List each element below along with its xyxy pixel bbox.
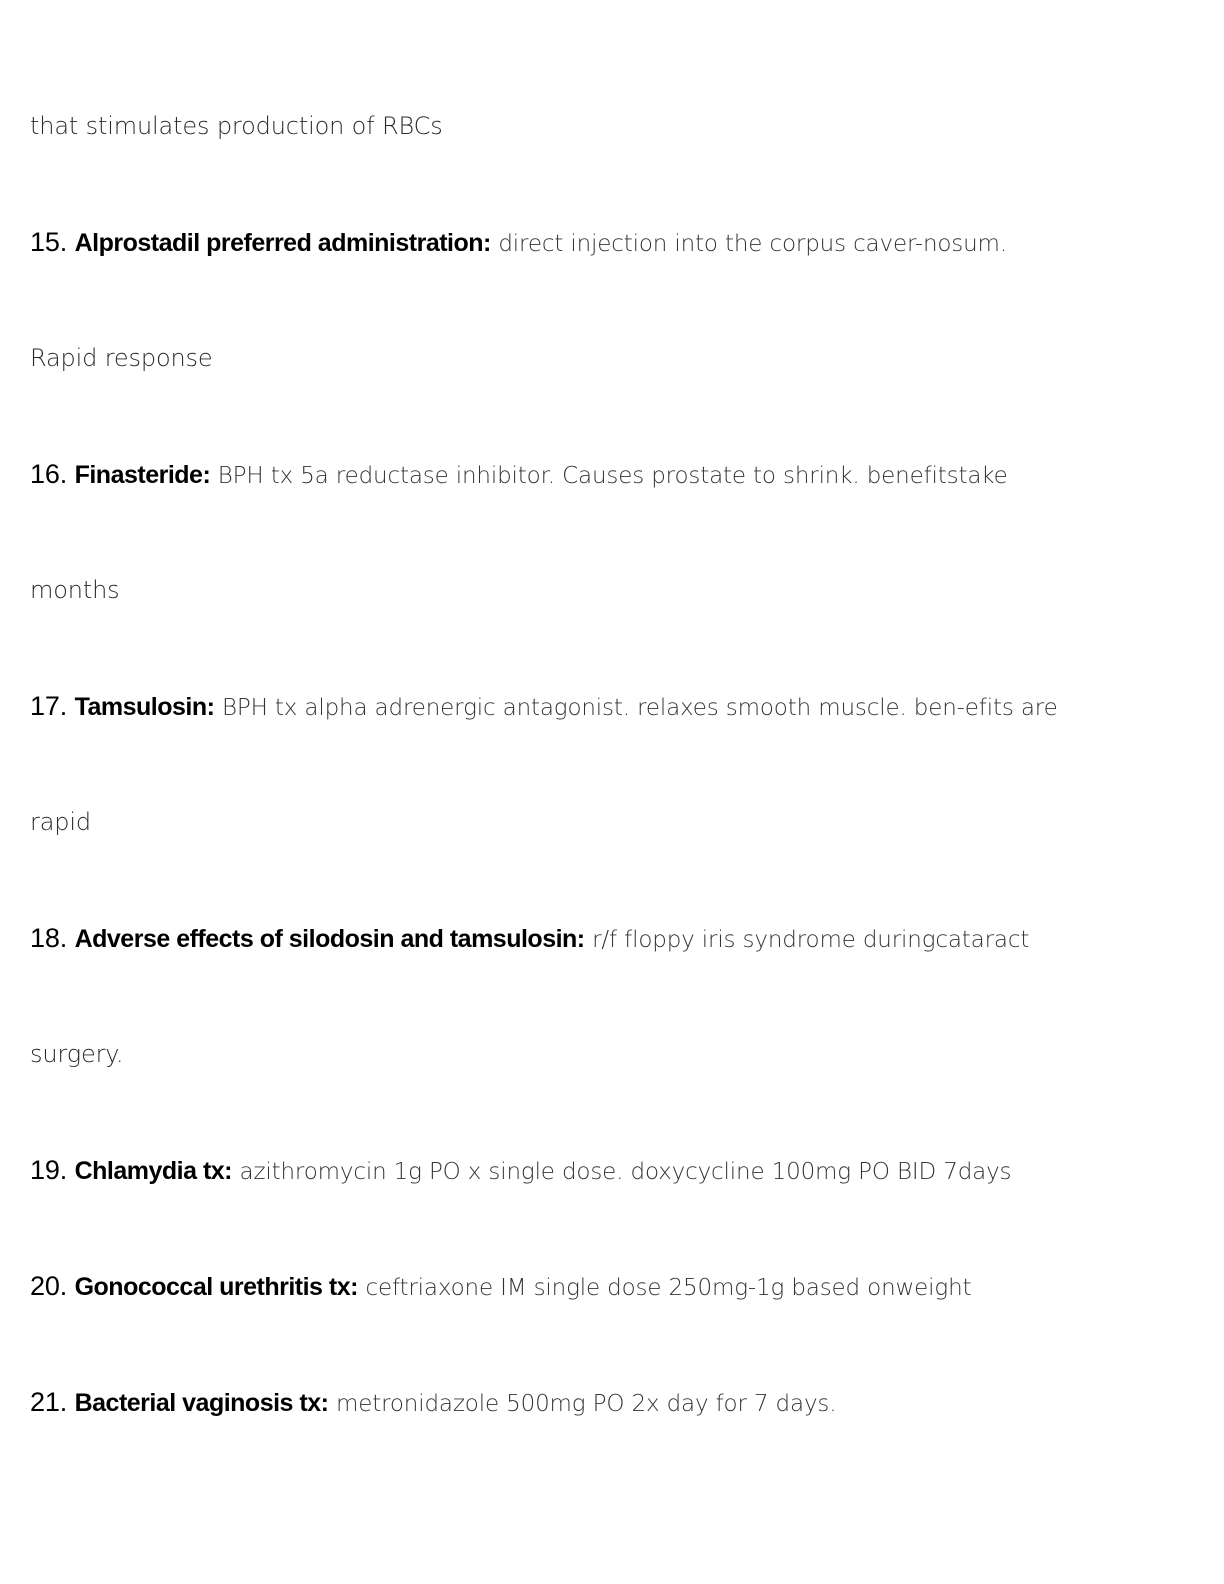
entry-number: 17. <box>30 691 68 721</box>
entry-18 <box>30 922 1029 956</box>
entry-term: Tamsulosin: <box>74 693 215 721</box>
entry-description: direct injection into the corpus caver-nosum. <box>498 231 1007 257</box>
entry-description: metronidazole 500mg PO 2x day for 7 days. <box>335 1391 837 1417</box>
entry-term: Chlamydia tx: <box>74 1157 233 1185</box>
entry-description: r/f floppy iris syndrome duringcataract <box>592 927 1030 953</box>
entry-description: ceftriaxone IM single dose 250mg-1g based onweight <box>365 1275 972 1301</box>
entry-number: 20. <box>30 1271 68 1301</box>
entry-number: 21. <box>30 1387 68 1417</box>
entry-21 <box>30 1386 836 1420</box>
continuation-line <box>30 1038 123 1070</box>
entry-20 <box>30 1270 971 1304</box>
entry-number: 16. <box>30 459 68 489</box>
continuation-line <box>30 342 213 374</box>
line-text: that stimulates production of RBCs <box>30 112 443 140</box>
entry-term: Bacterial vaginosis tx: <box>74 1389 329 1417</box>
entry-17 <box>30 690 1058 724</box>
continuation-line <box>30 806 91 838</box>
entry-term: Gonococcal urethritis tx: <box>74 1273 358 1301</box>
entry-description: BPH tx 5a reductase inhibitor. Causes prostate to shrink. benefitstake <box>217 463 1008 489</box>
continuation-line <box>30 110 443 142</box>
entry-16 <box>30 458 1008 492</box>
entry-number: 15. <box>30 227 68 257</box>
line-text: months <box>30 576 120 604</box>
entry-number: 18. <box>30 923 68 953</box>
entry-description: BPH tx alpha adrenergic antagonist. relaxes smooth muscle. ben-efits are <box>221 695 1058 721</box>
entry-term: Adverse effects of silodosin and tamsulosin: <box>74 925 585 953</box>
entry-term: Finasteride: <box>74 461 211 489</box>
line-text: Rapid response <box>30 344 213 372</box>
continuation-line <box>30 574 120 606</box>
entry-19 <box>30 1154 1011 1188</box>
entry-15 <box>30 226 1007 260</box>
line-text: rapid <box>30 808 91 836</box>
entry-description: azithromycin 1g PO x single dose. doxycycline 100mg PO BID 7days <box>239 1159 1012 1185</box>
line-text: surgery. <box>30 1040 124 1068</box>
entry-number: 19. <box>30 1155 68 1185</box>
entry-term: Alprostadil preferred administration: <box>74 229 491 257</box>
